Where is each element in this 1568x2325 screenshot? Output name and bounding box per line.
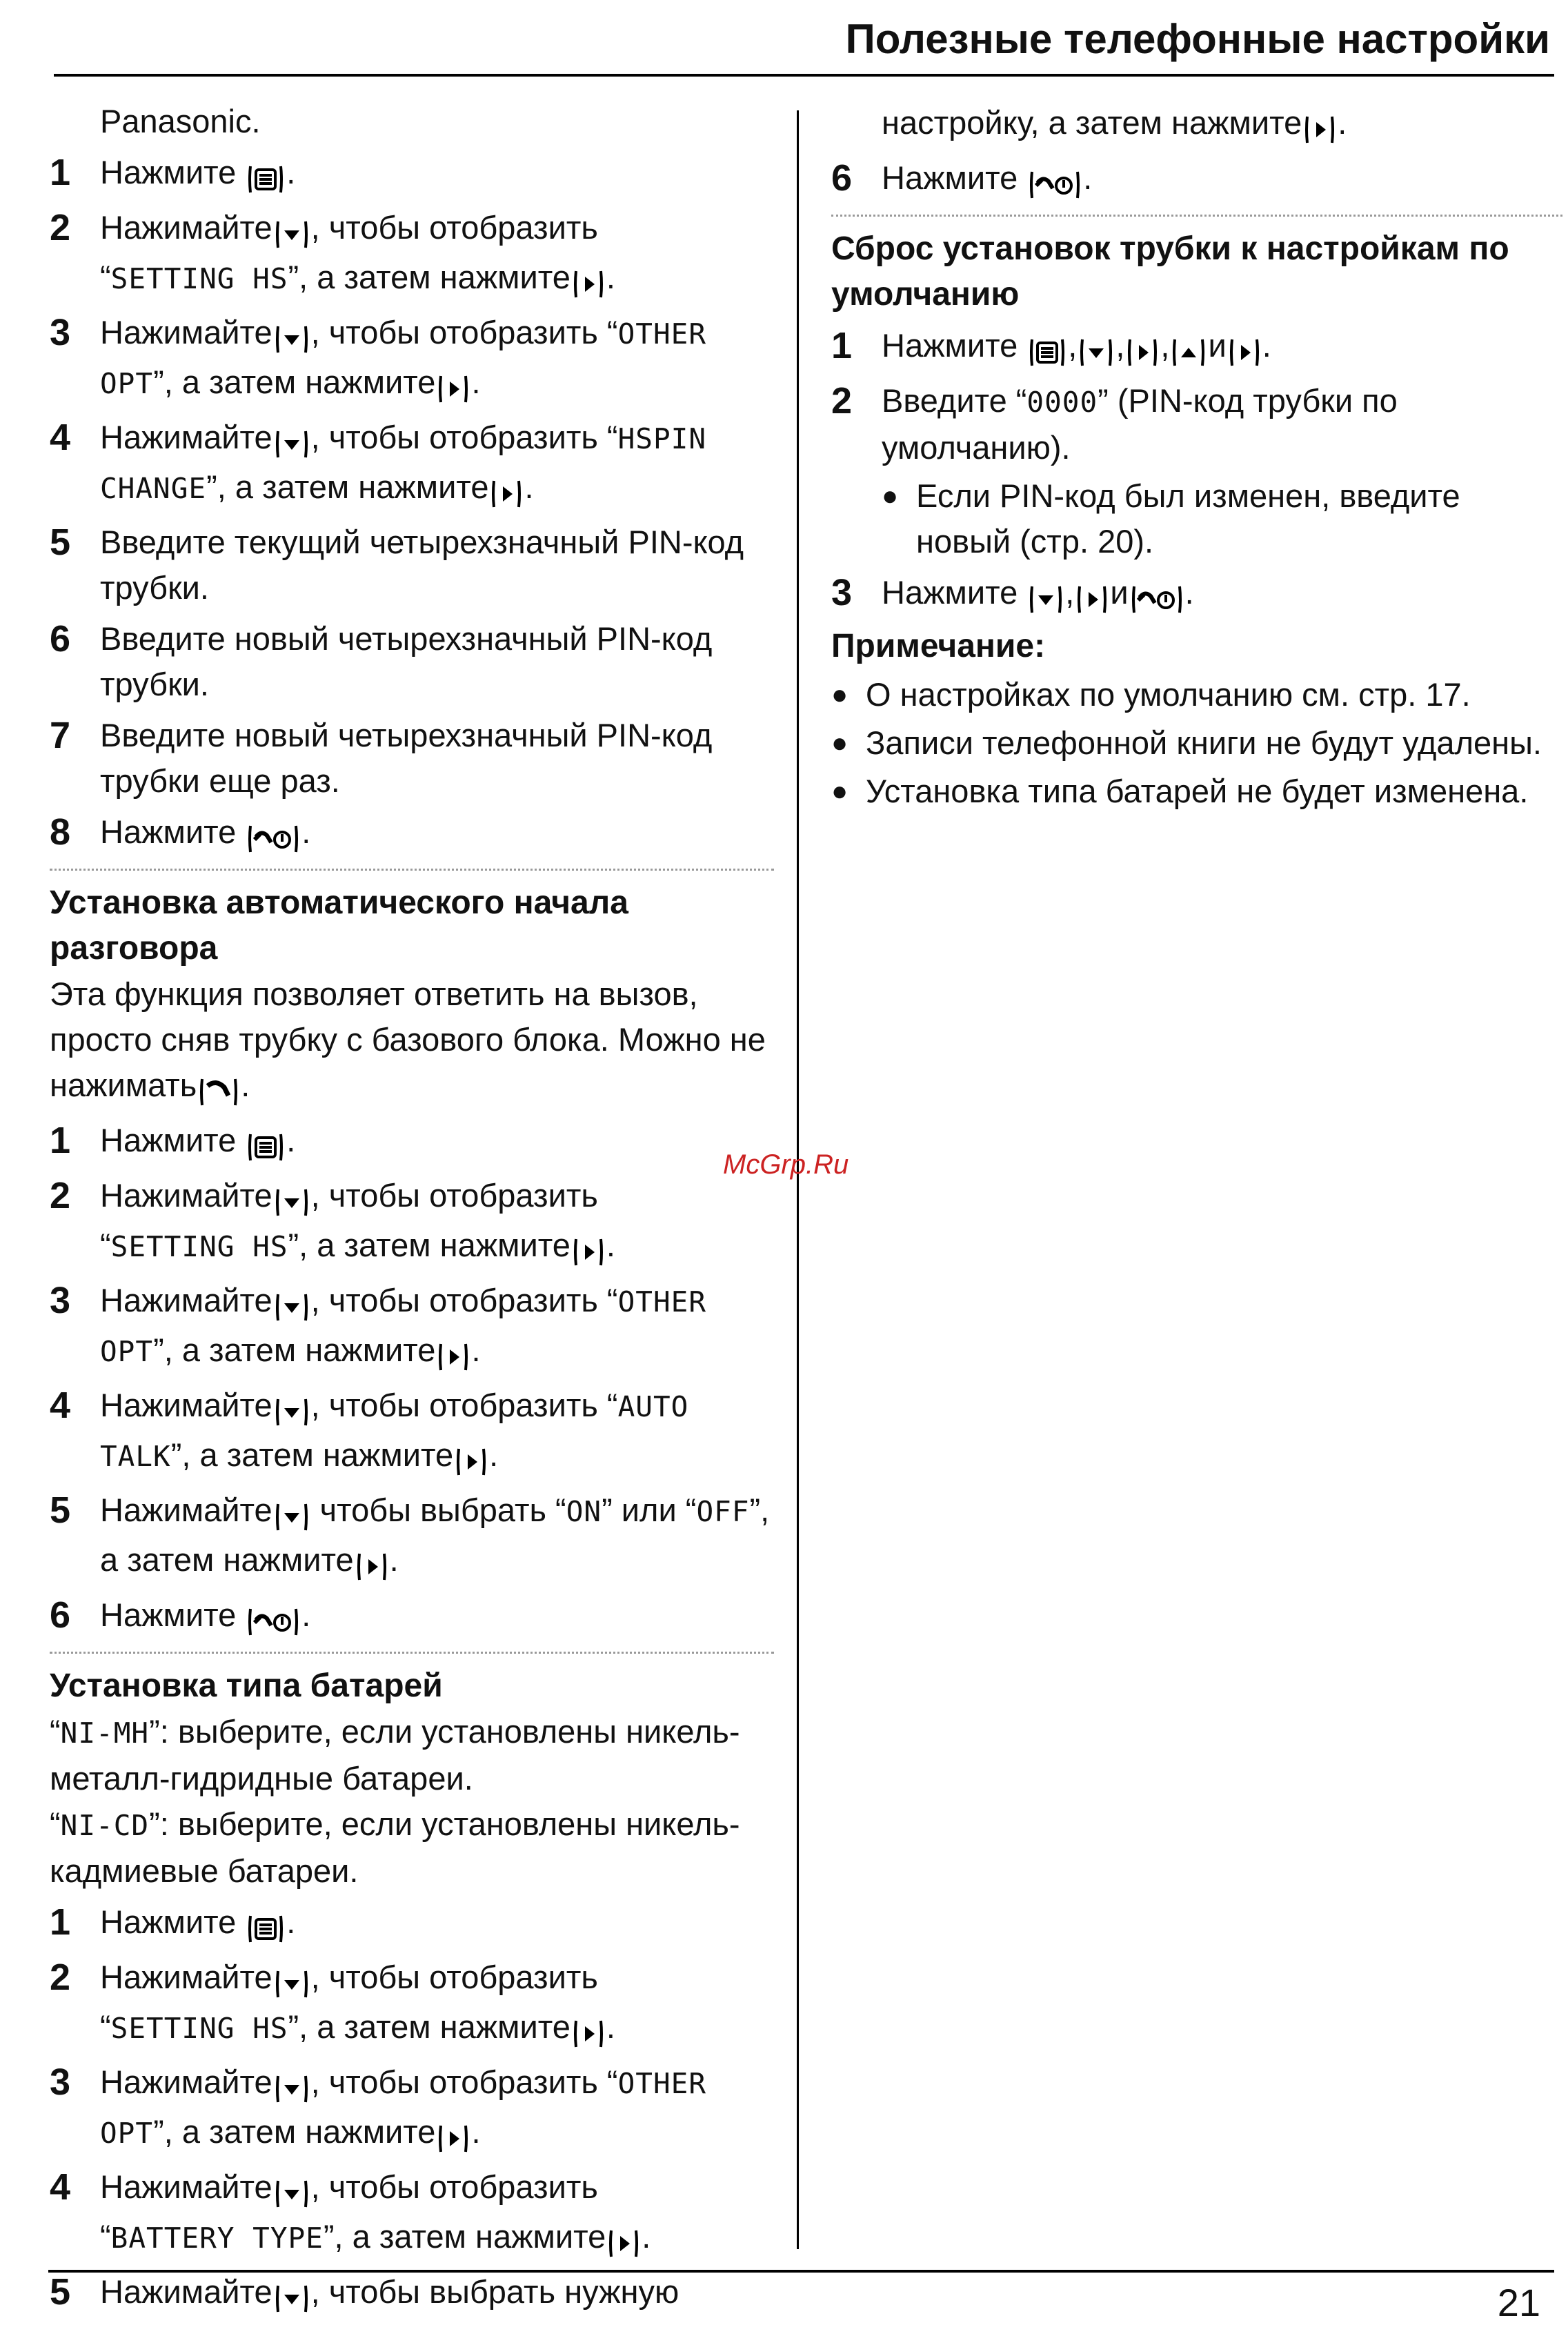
reset-step-3: 3 Нажмите , и . <box>831 570 1562 620</box>
down-key-icon <box>1080 327 1113 373</box>
battery-nicd-desc: “NI-CD”: выберите, если установлены никель-кадмиевые батареи. <box>50 1805 740 1889</box>
down-key-icon <box>1029 574 1062 620</box>
off-key-icon <box>248 813 299 859</box>
right-key-icon <box>438 2113 468 2159</box>
right-key-icon <box>438 1332 468 1377</box>
watermark: McGrp.Ru <box>723 1149 849 1180</box>
section-separator <box>50 869 774 871</box>
battery-step-4: 4 Нажимайте , чтобы отобразить “BATTERY TYPE”, а затем нажмите . <box>50 2164 774 2264</box>
down-key-icon <box>275 2273 308 2319</box>
auto-step-6: 6 Нажмите . <box>50 1592 774 1642</box>
auto-step-1: 1 Нажмите . <box>50 1118 774 1167</box>
bullet-icon: ● <box>831 776 848 807</box>
right-key-icon <box>573 1227 604 1272</box>
note-item: ● Записи телефонной книги не будут удалены. <box>831 720 1562 766</box>
down-key-icon <box>275 209 308 255</box>
right-key-icon <box>357 1541 387 1587</box>
off-key-icon <box>248 1596 299 1642</box>
reset-step-2: 2 Введите “0000” (PIN-код трубки по умолчанию). <box>831 380 1398 466</box>
auto-step-2: 2 Нажимайте , чтобы отобразить “SETTING HS”, а затем нажмите . <box>50 1173 774 1272</box>
battery-step-2: 2 Нажимайте , чтобы отобразить “SETTING HS”, а затем нажмите . <box>50 1955 774 2054</box>
down-key-icon <box>275 314 308 359</box>
off-key-icon <box>1029 159 1080 205</box>
auto-step-4: 4 Нажимайте , чтобы отобразить “AUTO TALK”, а затем нажмите . <box>50 1383 774 1482</box>
right-key-icon <box>1229 327 1260 373</box>
down-key-icon <box>275 1959 308 2004</box>
down-key-icon <box>275 1282 308 1327</box>
right-key-icon <box>491 468 522 514</box>
footer-rule <box>48 2270 1554 2273</box>
right-key-icon <box>573 2008 604 2054</box>
right-key-icon <box>1127 327 1158 373</box>
auto-talk-description: Эта функция позволяет ответить на вызов, просто сняв трубку с базового блока. Можно не нажимать . <box>50 971 774 1112</box>
section-separator <box>50 1652 774 1654</box>
menu-key-icon <box>248 1122 284 1167</box>
section-separator <box>831 215 1562 217</box>
section-title-battery: Установка типа батарей <box>50 1668 443 1704</box>
pin-step-4: 4 Нажимайте , чтобы отобразить “HSPIN CHANGE”, а затем нажмите . <box>50 415 774 514</box>
pin-step-6: 6 Введите новый четырехзначный PIN-код трубки. <box>50 618 713 702</box>
header-rule <box>54 74 1554 77</box>
pin-step-8: 8 Нажмите . <box>50 809 774 859</box>
note-title: Примечание: <box>831 628 1046 664</box>
battery-step-5: 5 Нажимайте , чтобы выбрать нужную <box>50 2269 774 2319</box>
page-number: 21 <box>1497 2281 1540 2324</box>
pin-step-2: 2 Нажимайте , чтобы отобразить “SETTING HS”, а затем нажмите . <box>50 205 774 304</box>
pin-step-7: 7 Введите новый четырехзначный PIN-код трубки еще раз. <box>50 715 713 799</box>
right-key-icon <box>608 2218 639 2264</box>
note-item: ● Установка типа батарей не будет изменена. <box>831 769 1562 814</box>
talk-key-icon <box>199 1067 238 1112</box>
right-key-icon <box>1304 104 1335 150</box>
down-key-icon <box>275 1177 308 1223</box>
right-key-icon <box>438 364 468 409</box>
section-title-auto-talk: Установка автоматического начала разговора <box>50 884 628 967</box>
battery-step-3: 3 Нажимайте , чтобы отобразить “OTHER OPT”, а затем нажмите . <box>50 2059 774 2159</box>
note-item: ● О настройках по умолчанию см. стр. 17. <box>831 672 1562 718</box>
off-key-icon <box>1131 574 1182 620</box>
page-header-title: Полезные телефонные настройки <box>845 16 1550 62</box>
menu-key-icon <box>248 1903 284 1949</box>
section-title-reset: Сброс установок трубки к настройкам по умолчанию <box>831 230 1509 313</box>
pin-step-1: 1 Нажмите . <box>50 150 774 199</box>
menu-key-icon <box>248 154 284 199</box>
down-key-icon <box>275 1387 308 1432</box>
auto-step-3: 3 Нажимайте , чтобы отобразить “OTHER OPT”, а затем нажмите . <box>50 1278 774 1377</box>
continued-text: настройку, а затем нажмите . <box>831 100 1562 150</box>
down-key-icon <box>275 419 308 464</box>
up-key-icon <box>1172 327 1205 373</box>
menu-key-icon <box>1029 327 1065 373</box>
right-key-icon <box>456 1436 486 1482</box>
down-key-icon <box>275 2064 308 2109</box>
battery-nimh-desc: “NI-MH”: выберите, если установлены никель-металл-гидридные батареи. <box>50 1713 740 1797</box>
pin-step-5: 5 Введите текущий четырехзначный PIN-код трубки. <box>50 522 744 606</box>
right-key-icon <box>1077 574 1107 620</box>
left-column <box>50 99 774 2319</box>
reset-step-1: 1 Нажмите , , , и . <box>831 323 1562 373</box>
battery-step-1: 1 Нажмите . <box>50 1899 774 1949</box>
down-key-icon <box>275 1492 308 1537</box>
bullet-icon: ● <box>831 728 848 758</box>
auto-step-5: 5 Нажимайте чтобы выбрать “ON” или “OFF”, а затем нажмите . <box>50 1487 774 1587</box>
bullet-icon: ● <box>831 680 848 710</box>
battery-step-6: 6 Нажмите . <box>831 155 1562 205</box>
bullet-icon: ● <box>882 481 899 511</box>
down-key-icon <box>275 2168 308 2214</box>
right-key-icon <box>573 259 604 304</box>
intro-text: Panasonic. <box>100 103 261 139</box>
right-column <box>831 100 1562 814</box>
pin-step-3: 3 Нажимайте , чтобы отобразить “OTHER OPT”, а затем нажмите . <box>50 310 774 409</box>
reset-step-2-bullet: ● Если PIN-код был изменен, введите новый (стр. 20). <box>831 473 1562 564</box>
